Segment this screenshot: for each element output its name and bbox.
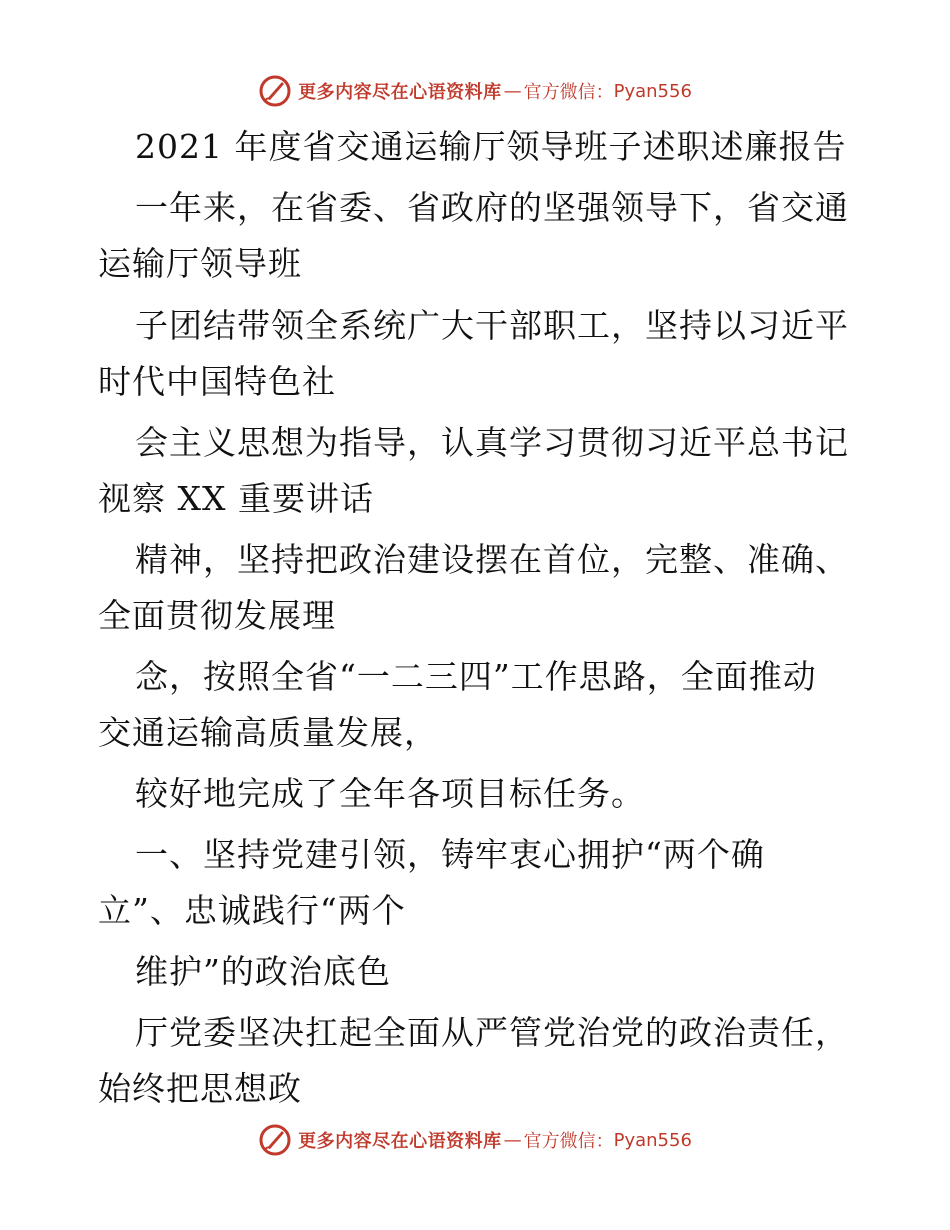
watermark-header xyxy=(0,73,950,109)
text-line: 会主义思想为指导，认真学习贯彻习近平总书记 xyxy=(135,423,849,462)
watermark-brand: 更多内容尽在心语资料库 xyxy=(298,82,502,103)
watermark-wechat-label: 官方微信： xyxy=(523,1131,614,1152)
text-line: 运输厅领导班 xyxy=(98,244,302,283)
watermark-footer xyxy=(0,1122,950,1158)
text-line: 精神，坚持把政治建设摆在首位，完整、准确、 xyxy=(135,540,849,579)
text-line: 时代中国特色社 xyxy=(98,362,336,401)
watermark-account: Pyan556 xyxy=(613,1129,692,1151)
text-line: 厅党委坚决扛起全面从严管党治党的政治责任， xyxy=(135,1013,849,1052)
text-line: 始终把思想政 xyxy=(98,1069,302,1108)
watermark-dash: — xyxy=(503,80,522,102)
section-heading: 立”、忠诚践行“两个 xyxy=(98,891,406,930)
document-title: 2021 年度省交通运输厅领导班子述职述廉报告 xyxy=(135,127,847,166)
watermark-dash: — xyxy=(503,1129,522,1151)
text-line: 子团结带领全系统广大干部职工，坚持以习近平 xyxy=(135,306,849,345)
text-line: 较好地完成了全年各项目标任务。 xyxy=(135,774,645,813)
quill-logo-icon xyxy=(258,1123,292,1157)
section-heading: 维护”的政治底色 xyxy=(135,952,391,991)
watermark-wechat-label: 官方微信： xyxy=(523,82,614,103)
text-line: 交通运输高质量发展， xyxy=(98,713,438,752)
text-line: 一年来，在省委、省政府的坚强领导下，省交通 xyxy=(135,188,849,227)
text-line: 视察 XX 重要讲话 xyxy=(98,479,374,518)
text-line: 全面贯彻发展理 xyxy=(98,596,336,635)
quill-logo-icon xyxy=(258,74,292,108)
watermark-brand: 更多内容尽在心语资料库 xyxy=(298,1131,502,1152)
text-line: 念，按照全省“一二三四”工作思路，全面推动 xyxy=(135,657,817,696)
watermark-account: Pyan556 xyxy=(613,80,692,102)
section-heading: 一、坚持党建引领，铸牢衷心拥护“两个确 xyxy=(135,835,765,874)
